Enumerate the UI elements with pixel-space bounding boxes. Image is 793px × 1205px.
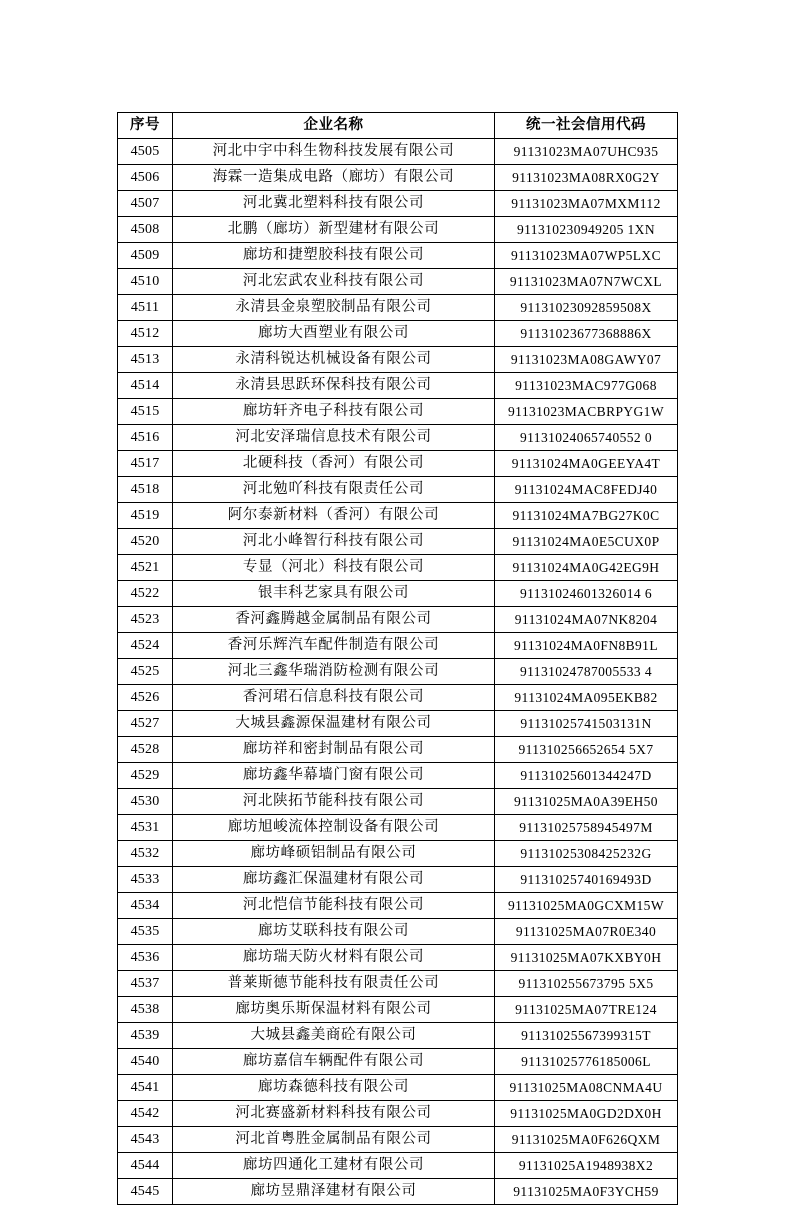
cell-credit-code: 91131025MA0A39EH50 <box>495 789 678 815</box>
cell-company-name: 河北首粤胜金属制品有限公司 <box>173 1127 495 1153</box>
cell-index: 4506 <box>118 165 173 191</box>
cell-credit-code: 91131025MA08CNMA4U <box>495 1075 678 1101</box>
cell-credit-code: 91131023MA08GAWY07 <box>495 347 678 373</box>
table-header-row <box>118 113 678 139</box>
cell-credit-code: 91131024MA0GEEYA4T <box>495 451 678 477</box>
cell-credit-code: 91131025MA0F3YCH59 <box>495 1179 678 1205</box>
cell-credit-code: 91131025740169493D <box>495 867 678 893</box>
table-row <box>118 659 678 685</box>
cell-credit-code: 91131024MA07NK8204 <box>495 607 678 633</box>
cell-index: 4514 <box>118 373 173 399</box>
cell-company-name: 廊坊艾联科技有限公司 <box>173 919 495 945</box>
cell-credit-code: 91131024065740552 0 <box>495 425 678 451</box>
cell-credit-code: 91131025567399315T <box>495 1023 678 1049</box>
cell-company-name: 北鹏（廊坊）新型建材有限公司 <box>173 217 495 243</box>
cell-index: 4519 <box>118 503 173 529</box>
cell-credit-code: 91131024MA095EKB82 <box>495 685 678 711</box>
cell-index: 4525 <box>118 659 173 685</box>
table-row <box>118 191 678 217</box>
cell-company-name: 廊坊森德科技有限公司 <box>173 1075 495 1101</box>
cell-credit-code: 91131024MA0G42EG9H <box>495 555 678 581</box>
table-row <box>118 997 678 1023</box>
table-row <box>118 165 678 191</box>
cell-company-name: 河北安泽瑞信息技术有限公司 <box>173 425 495 451</box>
cell-company-name: 河北赛盛新材料科技有限公司 <box>173 1101 495 1127</box>
column-header-index: 序号 <box>118 113 173 139</box>
cell-company-name: 廊坊祥和密封制品有限公司 <box>173 737 495 763</box>
cell-company-name: 廊坊昱鼎泽建材有限公司 <box>173 1179 495 1205</box>
cell-company-name: 廊坊四通化工建材有限公司 <box>173 1153 495 1179</box>
cell-credit-code: 91131024601326014 6 <box>495 581 678 607</box>
cell-index: 4537 <box>118 971 173 997</box>
cell-index: 4528 <box>118 737 173 763</box>
table-row <box>118 1049 678 1075</box>
cell-credit-code: 91131025758945497M <box>495 815 678 841</box>
cell-credit-code: 91131023MA08RX0G2Y <box>495 165 678 191</box>
cell-index: 4510 <box>118 269 173 295</box>
cell-index: 4530 <box>118 789 173 815</box>
table-row <box>118 373 678 399</box>
cell-company-name: 香河珺石信息科技有限公司 <box>173 685 495 711</box>
cell-company-name: 普莱斯德节能科技有限责任公司 <box>173 971 495 997</box>
table-row <box>118 893 678 919</box>
cell-company-name: 河北中宇中科生物科技发展有限公司 <box>173 139 495 165</box>
cell-company-name: 廊坊鑫汇保温建材有限公司 <box>173 867 495 893</box>
table-row <box>118 451 678 477</box>
cell-index: 4521 <box>118 555 173 581</box>
cell-credit-code: 91131025MA0GD2DX0H <box>495 1101 678 1127</box>
table-row <box>118 1101 678 1127</box>
cell-index: 4518 <box>118 477 173 503</box>
table-row <box>118 763 678 789</box>
cell-credit-code: 91131023092859508X <box>495 295 678 321</box>
table-row <box>118 607 678 633</box>
table-row <box>118 295 678 321</box>
cell-company-name: 永清科锐达机械设备有限公司 <box>173 347 495 373</box>
cell-company-name: 廊坊大酉塑业有限公司 <box>173 321 495 347</box>
cell-company-name: 河北三鑫华瑞消防检测有限公司 <box>173 659 495 685</box>
cell-company-name: 廊坊旭峻流体控制设备有限公司 <box>173 815 495 841</box>
cell-credit-code: 91131025MA07R0E340 <box>495 919 678 945</box>
table-row <box>118 217 678 243</box>
company-registry-table-wrapper <box>117 112 677 1205</box>
cell-credit-code: 91131025741503131N <box>495 711 678 737</box>
cell-index: 4544 <box>118 1153 173 1179</box>
cell-index: 4527 <box>118 711 173 737</box>
table-row <box>118 945 678 971</box>
cell-company-name: 河北宏武农业科技有限公司 <box>173 269 495 295</box>
cell-company-name: 大城县鑫源保温建材有限公司 <box>173 711 495 737</box>
table-row <box>118 1127 678 1153</box>
cell-credit-code: 91131024MA0FN8B91L <box>495 633 678 659</box>
table-row <box>118 841 678 867</box>
table-row <box>118 555 678 581</box>
cell-company-name: 大城县鑫美商砼有限公司 <box>173 1023 495 1049</box>
cell-index: 4513 <box>118 347 173 373</box>
table-row <box>118 477 678 503</box>
cell-credit-code: 91131023MA07UHC935 <box>495 139 678 165</box>
cell-credit-code: 91131023MA07MXM112 <box>495 191 678 217</box>
cell-credit-code: 91131024787005533 4 <box>495 659 678 685</box>
table-row <box>118 815 678 841</box>
cell-index: 4539 <box>118 1023 173 1049</box>
cell-company-name: 廊坊瑞天防火材料有限公司 <box>173 945 495 971</box>
table-row <box>118 321 678 347</box>
table-header <box>118 113 678 139</box>
table-row <box>118 243 678 269</box>
cell-company-name: 廊坊峰硕铝制品有限公司 <box>173 841 495 867</box>
table-row <box>118 347 678 373</box>
table-row <box>118 139 678 165</box>
table-row <box>118 399 678 425</box>
cell-company-name: 廊坊轩齐电子科技有限公司 <box>173 399 495 425</box>
cell-index: 4507 <box>118 191 173 217</box>
cell-company-name: 永清县金泉塑胶制品有限公司 <box>173 295 495 321</box>
cell-index: 4536 <box>118 945 173 971</box>
cell-credit-code: 91131023677368886X <box>495 321 678 347</box>
cell-company-name: 河北小峰智行科技有限公司 <box>173 529 495 555</box>
cell-company-name: 廊坊和捷塑胶科技有限公司 <box>173 243 495 269</box>
company-registry-table <box>117 112 678 1205</box>
cell-index: 4535 <box>118 919 173 945</box>
column-header-credit-code: 统一社会信用代码 <box>495 113 678 139</box>
cell-credit-code: 91131024MAC8FEDJ40 <box>495 477 678 503</box>
cell-index: 4538 <box>118 997 173 1023</box>
table-row <box>118 581 678 607</box>
cell-index: 4505 <box>118 139 173 165</box>
cell-credit-code: 91131025308425232G <box>495 841 678 867</box>
cell-credit-code: 91131023MACBRPYG1W <box>495 399 678 425</box>
cell-index: 4511 <box>118 295 173 321</box>
table-row <box>118 269 678 295</box>
cell-credit-code: 91131024MA7BG27K0C <box>495 503 678 529</box>
cell-company-name: 专显（河北）科技有限公司 <box>173 555 495 581</box>
cell-company-name: 廊坊嘉信车辆配件有限公司 <box>173 1049 495 1075</box>
cell-index: 4543 <box>118 1127 173 1153</box>
cell-index: 4533 <box>118 867 173 893</box>
cell-credit-code: 91131023MA07N7WCXL <box>495 269 678 295</box>
cell-company-name: 香河乐辉汽车配件制造有限公司 <box>173 633 495 659</box>
cell-company-name: 银丰科艺家具有限公司 <box>173 581 495 607</box>
table-row <box>118 737 678 763</box>
cell-company-name: 廊坊鑫华幕墙门窗有限公司 <box>173 763 495 789</box>
cell-index: 4517 <box>118 451 173 477</box>
table-row <box>118 425 678 451</box>
cell-credit-code: 91131024MA0E5CUX0P <box>495 529 678 555</box>
cell-credit-code: 91131025A1948938X2 <box>495 1153 678 1179</box>
cell-credit-code: 911310255673795 5X5 <box>495 971 678 997</box>
cell-index: 4526 <box>118 685 173 711</box>
table-row <box>118 685 678 711</box>
table-row <box>118 503 678 529</box>
cell-index: 4529 <box>118 763 173 789</box>
cell-company-name: 河北陕拓节能科技有限公司 <box>173 789 495 815</box>
cell-index: 4516 <box>118 425 173 451</box>
cell-index: 4512 <box>118 321 173 347</box>
cell-company-name: 海霖一造集成电路（廊坊）有限公司 <box>173 165 495 191</box>
cell-index: 4515 <box>118 399 173 425</box>
cell-company-name: 河北勉吖科技有限责任公司 <box>173 477 495 503</box>
cell-credit-code: 91131025MA07KXBY0H <box>495 945 678 971</box>
cell-credit-code: 911310256652654 5X7 <box>495 737 678 763</box>
table-row <box>118 867 678 893</box>
table-row <box>118 971 678 997</box>
cell-index: 4509 <box>118 243 173 269</box>
cell-index: 4508 <box>118 217 173 243</box>
table-row <box>118 711 678 737</box>
cell-index: 4522 <box>118 581 173 607</box>
cell-company-name: 香河鑫腾越金属制品有限公司 <box>173 607 495 633</box>
cell-company-name: 河北恺信节能科技有限公司 <box>173 893 495 919</box>
cell-credit-code: 91131025601344247D <box>495 763 678 789</box>
cell-index: 4524 <box>118 633 173 659</box>
cell-credit-code: 911310230949205 1XN <box>495 217 678 243</box>
table-row <box>118 1075 678 1101</box>
cell-index: 4541 <box>118 1075 173 1101</box>
table-row <box>118 919 678 945</box>
cell-credit-code: 91131025MA0F626QXM <box>495 1127 678 1153</box>
cell-company-name: 北硬科技（香河）有限公司 <box>173 451 495 477</box>
cell-index: 4540 <box>118 1049 173 1075</box>
table-row <box>118 789 678 815</box>
column-header-company-name: 企业名称 <box>173 113 495 139</box>
cell-credit-code: 91131025MA07TRE124 <box>495 997 678 1023</box>
cell-company-name: 阿尔泰新材料（香河）有限公司 <box>173 503 495 529</box>
cell-index: 4531 <box>118 815 173 841</box>
cell-credit-code: 91131025776185006L <box>495 1049 678 1075</box>
table-row <box>118 633 678 659</box>
cell-company-name: 廊坊奥乐斯保温材料有限公司 <box>173 997 495 1023</box>
table-row <box>118 529 678 555</box>
table-row <box>118 1179 678 1205</box>
table-row <box>118 1023 678 1049</box>
cell-credit-code: 91131025MA0GCXM15W <box>495 893 678 919</box>
cell-index: 4532 <box>118 841 173 867</box>
cell-index: 4523 <box>118 607 173 633</box>
table-row <box>118 1153 678 1179</box>
cell-index: 4542 <box>118 1101 173 1127</box>
cell-index: 4534 <box>118 893 173 919</box>
cell-credit-code: 91131023MA07WP5LXC <box>495 243 678 269</box>
cell-index: 4520 <box>118 529 173 555</box>
cell-credit-code: 91131023MAC977G068 <box>495 373 678 399</box>
cell-index: 4545 <box>118 1179 173 1205</box>
cell-company-name: 河北冀北塑料科技有限公司 <box>173 191 495 217</box>
table-body <box>118 139 678 1205</box>
cell-company-name: 永清县思跃环保科技有限公司 <box>173 373 495 399</box>
